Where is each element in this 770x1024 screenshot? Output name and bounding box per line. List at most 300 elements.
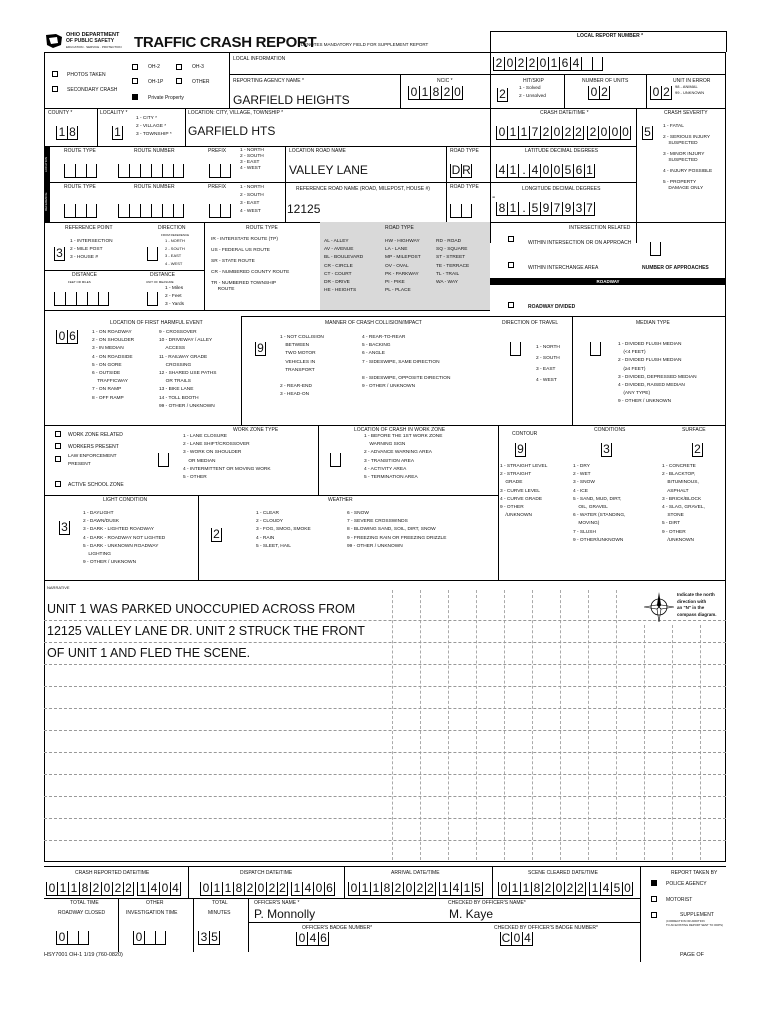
locality-digit: 1 [112,126,123,140]
checked-officer-name[interactable]: M. Kaye [449,907,494,921]
digit-box: 2 [573,126,584,140]
digit-box: 3 [198,931,209,945]
surface-value[interactable] [692,443,703,457]
digit-box: 1 [68,882,79,896]
dispatch-time[interactable] [291,882,335,896]
digit-box: 0 [46,882,57,896]
hit-skip-options: 1 - Solved 2 - Unsolved [519,86,546,100]
digit-box: 1 [461,882,472,896]
travel-label: DIRECTION OF TRAVEL [502,320,559,326]
roadway-bar [490,278,726,285]
within-interchange-label: WITHIN INTERCHANGE AREA [528,265,599,271]
longitude-sign: - [492,192,496,203]
digit-box: 0 [498,882,509,896]
digit-box: 0 [551,164,562,178]
digit-box: 4 [496,164,507,178]
crash-time[interactable] [587,126,631,140]
wz-location-input[interactable] [330,453,341,467]
oh3-label: OH-3 [192,64,204,70]
hit-skip-value[interactable] [497,88,508,102]
prefix-options: 1 - NORTH 2 - SOUTH 3 - EAST 4 - WEST [240,148,264,171]
digit-box: 0 [551,126,562,140]
photos-label: PHOTOS TAKEN [67,72,106,78]
digit-box: 4 [600,882,611,896]
narrative-line-3[interactable]: OF UNIT 1 AND FLED THE SCENE. [47,646,251,660]
travel-input[interactable] [510,342,521,356]
digit-box: 0 [537,57,548,71]
digit-box: 2 [587,126,598,140]
digit-box: 2 [123,882,134,896]
route-number-input[interactable] [118,164,184,178]
digit-box: 8 [430,86,441,100]
wz-location-options: 1 - BEFORE THE 1ST WORK ZONE WARNING SIGN 2 - ADVANCE WARNING AREA 3 - TRANSITION AREA 4 - ACTIVITY AREA 5 - TERMINATION AREA [364,434,443,481]
digit-box: 2 [90,882,101,896]
roadway-divided-label: ROADWAY DIVIDED [528,304,576,310]
digit-box: 1 [137,882,148,896]
supplement-sub: (CORRECTION OR ADDITION TO AN EXISTING REPORT SENT TO ODPS) [666,919,723,927]
digit-box: 1 [291,882,302,896]
median-label: MEDIAN TYPE [636,320,670,326]
distance-input[interactable] [54,292,109,306]
total-label: TOTAL [212,900,228,906]
weather-label: WEATHER [328,497,353,503]
ref-point-label: REFERENCE POINT [65,225,113,231]
arrival-date[interactable] [348,882,436,896]
digit-box: 2 [266,882,277,896]
intersection-related-label: INTERSECTION RELATED [569,225,631,231]
page-indicator: PAGE OF [680,952,705,958]
digit-box: 8 [496,202,507,216]
digit-box: 6 [67,330,78,344]
local-report-label: LOCAL REPORT NUMBER * [577,33,644,39]
road-type-col2: HW - HIGHWAY LA - LANE MP - MILEPOST OV - OVAL PK - PARKWAY PI - PIKE PL - PLACE [385,239,421,294]
arrival-label: ARRIVAL DATE/TIME [391,870,440,876]
roadway-closed-label: ROADWAY CLOSED [58,910,106,916]
digit-box: 4 [522,932,533,946]
distance2-sub: UNIT OF MEASURE [146,280,174,284]
ref-route-number-input[interactable] [118,204,184,218]
digit-box: 3 [573,202,584,216]
digit-box: 0 [598,126,609,140]
ref-point-value[interactable] [54,247,65,261]
digit-box: 2 [540,126,551,140]
conditions-value[interactable] [601,443,612,457]
digit-box: 1 [548,57,559,71]
logo-line-3: EDUCATION · SERVICE · PROTECTION [66,45,122,49]
hit-skip-label: HIT/SKIP [523,78,544,84]
digit-box: . [518,164,529,178]
number-of-units[interactable] [588,86,610,100]
road-name[interactable]: VALLEY LANE [289,163,368,177]
digit-box: 1 [370,882,381,896]
officer-name-label: OFFICER'S NAME * [254,900,300,906]
weather-col1: 1 - CLEAR 2 - CLOUDY 3 - FOG, SMOG, SMOKE 4 - RAIN 5 - SLEET, HAIL [256,511,311,549]
digit-box: . [518,202,529,216]
digit-box: 0 [296,932,307,946]
oh1p-label: OH-1P [148,79,164,85]
digit-box: 7 [551,202,562,216]
cleared-label: SCENE CLEARED DATE/TIME [528,870,598,876]
county-code[interactable] [56,126,78,140]
locality-code[interactable] [112,126,123,140]
wz-type-label: WORK ZONE TYPE [233,427,279,433]
conditions-digit: 3 [601,443,612,457]
digit-box: 0 [403,882,414,896]
digit-box: 0 [348,882,359,896]
checked-badge-number[interactable] [500,932,533,946]
digit-box: 0 [496,126,507,140]
weather-digit: 2 [211,528,222,542]
manner-col2: 4 - REAR-TO-REAR 5 - BACKING 6 - ANGLE 7 - SIDESWIPE, SAME DIRECTION 8 - SIDESWIPE, OPPOSITE DIRECTION 9 - OTHER / UNKNOWN [362,335,451,390]
ohio-map-icon [44,33,64,49]
route-type-input[interactable] [64,164,97,178]
digit-box: 1 [56,126,67,140]
intersection-input[interactable] [650,242,661,256]
law-enforcement-label: LAW ENFORCEMENT PRESENT [68,454,117,468]
ref-prefix-label: PREFIX [208,184,227,190]
minutes-label: MINUTES [208,910,231,916]
distance-sub: FEET OR MILES [68,280,91,284]
dispatch-label: DISPATCH DATE/TIME [240,870,293,876]
digit-box: 6 [573,164,584,178]
severity-label: CRASH SEVERITY [664,110,708,116]
severity-digit: 5 [642,126,653,140]
wz-location-label: LOCATION OF CRASH IN WORK ZONE [354,427,446,433]
first-harmful-col2: 9 - CROSSOVER 10 - DRIVEWAY / ALLEY ACCESS 11 - RAILWAY GRADE CROSSING 12 - SHARED USE PATHS OR TRAILS 13 - BIKE LANE 14 - TOLL BOOTH 99 - OTHER / UNKNOWN [159,330,217,409]
digit-box: 0 [588,86,599,100]
digit-box: 4 [148,882,159,896]
digit-box: 0 [553,882,564,896]
surface-label: SURFACE [682,427,706,433]
officer-name[interactable]: P. Monnolly [254,907,316,921]
investigation-digit: 0 [133,931,144,945]
within-intersection-checkbox[interactable] [508,236,514,242]
total-time-label: TOTAL TIME [70,900,99,906]
weather-value[interactable] [211,528,222,542]
digit-box: 1 [211,882,222,896]
digit-box: 2 [599,86,610,100]
motorist-label: MOTORIST [666,897,693,903]
reported-date[interactable] [46,882,134,896]
digit-box: 9 [562,202,573,216]
route-type-label-2: ROUTE TYPE [246,225,278,231]
digit-box: 0 [159,882,170,896]
distance-options: 1 - Miles 2 - Feet 3 - Yards [165,286,185,308]
checked-badge-label: CHECKED BY OFFICER'S BADGE NUMBER* [494,925,598,931]
route-type-options: IR - INTERSTATE ROUTE (TP) US - FEDERAL US ROUTE SR - STATE ROUTE CR - NUMBERED COUNTY ROUTE TR - NUMBERED TOWNSHIP ROUTE [211,237,290,292]
digit-box: 1 [518,126,529,140]
digit-box: 1 [589,882,600,896]
work-zone-checkbox[interactable] [55,431,61,437]
digit-box: 0 [650,86,661,100]
manner-label: MANNER OF CRASH COLLISION/IMPACT [325,320,422,326]
badge-number[interactable] [296,932,329,946]
digit-box: 6 [324,882,335,896]
location-name[interactable]: GARFIELD HTS [188,124,276,138]
ncic-label: NCIC * [437,78,453,84]
digit-box: 6 [318,932,329,946]
digit-box: 4 [302,882,313,896]
digit-box: 2 [575,882,586,896]
private-property-checkbox[interactable] [132,94,138,100]
investigation-time-input[interactable] [133,931,166,945]
side-label-location: LOCATION [44,146,50,182]
ref-road-label: REFERENCE ROAD NAME (ROAD, MILEPOST, HOUSE #) [296,186,430,192]
ref-road-name[interactable]: 12125 [287,202,321,216]
motorist-checkbox[interactable] [651,896,657,902]
law-enforcement-checkbox[interactable] [55,456,61,462]
digit-box: 8 [67,126,78,140]
narrative-line-1[interactable]: UNIT 1 WAS PARKED UNOCCUPIED ACROSS FROM [47,602,356,616]
cleared-time[interactable] [589,882,633,896]
unit-in-error[interactable] [650,86,672,100]
digit-box: 9 [540,202,551,216]
distance-label: DISTANCE [72,272,97,278]
digit-box: 1 [507,202,518,216]
ref-road-type-label: ROAD TYPE [450,184,479,190]
workers-label: WORKERS PRESENT [68,444,119,450]
first-harmful-label: LOCATION OF FIRST HARMFUL EVENT [110,320,203,326]
digit-box: 2 [493,57,504,71]
digit-box: R [462,163,471,177]
light-label: LIGHT CONDITION [103,497,148,503]
light-digit: 3 [59,521,70,535]
road-type-col1: AL - ALLEY AV - AVENUE BL - BOULEVARD CR - CIRCLE CT - COURT DR - DRIVE HE - HEIGHTS [324,239,364,294]
digit-box: 0 [313,882,324,896]
weather-col2: 6 - SNOW 7 - SEVERE CROSSWINDS 8 - BLOWING SAND, SOIL, DIRT, SNOW 9 - FREEZING RAIN OR FREEZING DRIZZLE 99 - OTHER / UNKNOWN [347,511,447,549]
total-minutes-input[interactable] [198,931,220,945]
digit-box: 2 [112,882,123,896]
unit-error-options: 98 - ANIMAL 99 - UNKNOWN [675,84,705,95]
digit-box: 2 [441,86,452,100]
digit-box: 2 [392,882,403,896]
digit-box: 4 [529,164,540,178]
digit-box: 8 [381,882,392,896]
digit-box: 8 [233,882,244,896]
ref-point-options: 1 - INTERSECTION 2 - MILE POST 3 - HOUSE # [70,239,113,261]
longitude-label: LONGITUDE DECIMAL DEGREES [522,186,601,192]
wz-type-options: 1 - LANE CLOSURE 2 - LANE SHIFT/CROSSOVER 3 - WORK ON SHOULDER OR MEDIAN 4 - INTERMITTENT OR MOVING WORK 5 - OTHER [183,434,271,481]
digit-box: 0 [609,126,620,140]
latitude-value[interactable] [496,164,595,178]
contour-label: CONTOUR [512,431,538,437]
within-interchange-checkbox[interactable] [508,262,514,268]
manner-col1: 1 - NOT COLLISION BETWEEN TWO MOTOR VEHICLES IN TRANSPORT 2 - REAR-END 3 - HEAD-ON [280,335,324,398]
travel-options: 1 - NORTH 2 - SOUTH 3 - EAST 4 - WEST [536,345,560,383]
photos-checkbox[interactable] [52,71,58,77]
direction-options: 1 - NORTH 2 - SOUTH 3 - EAST 4 - WEST [165,238,185,266]
other-label: OTHER [192,79,210,85]
median-input[interactable] [590,342,601,356]
ref-route-type-label: ROUTE TYPE [64,184,96,190]
digit-box: 7 [529,126,540,140]
digit-box: 2 [414,882,425,896]
mandatory-note: *DENOTES MANDATORY FIELD FOR SUPPLEMENT REPORT [299,42,429,47]
crash-severity[interactable] [642,126,653,140]
light-value[interactable] [59,521,70,535]
location-label: LOCATION: CITY, VILLAGE, TOWNSHIP * [188,110,284,116]
distance-unit-input[interactable] [147,292,158,306]
reported-label: CRASH REPORTED DATE/TIME [75,870,150,876]
road-type-value[interactable] [450,164,472,178]
digit-box: 4 [570,57,581,71]
ohio-dps-logo [44,32,132,50]
secondary-crash-label: SECONDARY CRASH [67,87,118,93]
route-number-label: ROUTE NUMBER [134,148,175,154]
first-harmful-value[interactable] [56,330,78,344]
roadway-divided-checkbox[interactable] [508,302,514,308]
digit-box: 1 [509,882,520,896]
report-taken-label: REPORT TAKEN BY [671,870,718,876]
county-label: COUNTY * [48,110,73,116]
supplement-label: SUPPLEMENT [680,912,714,918]
road-type-col3: RD - ROAD SQ - SQUARE ST - STREET TE - TERRACE TL - TRAIL WA - WAY [436,239,470,286]
digit-box: C [501,931,511,945]
dispatch-date[interactable] [200,882,288,896]
digit-box: 2 [425,882,436,896]
digit-box: 5 [472,882,483,896]
digit-box: 0 [622,882,633,896]
light-options: 1 - DAYLIGHT 2 - DAWN/DUSK 3 - DARK - LIGHTED ROADWAY 4 - DARK - ROADWAY NOT LIGHTED 5 - DARK - UNKNOWN ROADWAY LIGHTING 9 - OTHER / UNKNOWN [83,511,166,566]
crash-date[interactable] [496,126,584,140]
digit-box: 1 [439,882,450,896]
oh3-checkbox[interactable] [176,64,182,70]
cleared-date[interactable] [498,882,586,896]
direction-sub: FROM REFERENCE [161,233,190,237]
crash-datetime-label: CRASH DATE/TIME * [540,110,589,116]
digit-box: 0 [504,57,515,71]
compass-icon [644,592,674,622]
ncic-number[interactable] [408,86,463,100]
agency-name-label: REPORTING AGENCY NAME * [233,78,304,84]
workers-checkbox[interactable] [55,443,61,449]
digit-box: 1 [520,882,531,896]
digit-box: D [451,163,461,177]
surface-digit: 2 [692,443,703,457]
police-agency-label: POLICE AGENCY [666,881,707,887]
digit-box: 2 [562,126,573,140]
prefix-label: PREFIX [208,148,227,154]
digit-box: 0 [255,882,266,896]
work-zone-label: WORK ZONE RELATED [68,432,123,438]
school-zone-checkbox[interactable] [55,481,61,487]
locality-label: LOCALITY * [100,110,128,116]
digit-box: 1 [507,164,518,178]
local-report-number[interactable] [493,57,603,71]
digit-box: 2 [564,882,575,896]
digit-box: 4 [307,932,318,946]
digit-box: 7 [584,202,595,216]
ref-prefix-options: 1 - NORTH 2 - SOUTH 3 - EAST 4 - WEST [240,185,264,214]
digit-box: 1 [584,164,595,178]
digit-box [581,57,592,71]
reported-time[interactable] [137,882,181,896]
digit-box: 0 [511,932,522,946]
oh2-checkbox[interactable] [132,64,138,70]
ref-point-digit: 3 [54,247,65,261]
digit-box: 1 [57,882,68,896]
logo-line-1: OHIO DEPARTMENT [66,32,120,38]
direction-label: DIRECTION [158,225,186,231]
school-zone-label: ACTIVE SCHOOL ZONE [68,482,124,488]
longitude-value[interactable] [496,202,595,216]
digit-box: 2 [661,86,672,100]
ref-route-type-input[interactable] [64,204,97,218]
route-type-label: ROUTE TYPE [64,148,96,154]
prefix-input[interactable] [209,164,231,178]
num-approaches-label: NUMBER OF APPROACHES [642,265,709,271]
digit-box: 0 [200,882,211,896]
contour-options: 1 - STRAIGHT LEVEL 2 - STRAIGHT GRADE 3 - CURVE LEVEL 4 - CURVE GRADE 9 - OTHER /UNKNOWN [500,464,548,519]
within-intersection-label: WITHIN INTERSECTION OR ON APPROACH [528,240,632,246]
digit-box: 0 [452,86,463,100]
digit-box: 8 [531,882,542,896]
ref-road-type-input[interactable] [450,204,472,218]
digit-box: 2 [515,57,526,71]
oh1p-checkbox[interactable] [132,78,138,84]
contour-value[interactable] [515,443,526,457]
local-info-label: LOCAL INFORMATION [233,56,286,62]
units-label: NUMBER OF UNITS [582,78,629,84]
checked-name-label: CHECKED BY OFFICER'S NAME* [448,900,526,906]
unit-error-label: UNIT IN ERROR [673,78,711,84]
median-options: 1 - DIVIDED FLUSH MEDIAN (<4 FEET) 2 - DIVIDED FLUSH MEDIAN (≥4 FEET) 3 - DIVIDED, DEPRESSED MEDIAN 4 - DIVIDED, RAISED MEDIAN (ANY TYPE) 9 - OTHER / UNKNOWN [618,342,697,405]
road-type-label: ROAD TYPE [450,148,479,154]
narrative-line-2[interactable]: 12125 VALLEY LANE DR. UNIT 2 STRUCK THE FRONT [47,624,365,638]
digit-box: 0 [408,86,419,100]
agency-name[interactable]: GARFIELD HEIGHTS [233,93,350,107]
direction-input[interactable] [147,247,158,261]
logo-line-2: OF PUBLIC SAFETY [66,38,115,44]
conditions-label: CONDITIONS [594,427,626,433]
roadway-closed-digit: 0 [56,931,67,945]
secondary-crash-checkbox[interactable] [52,86,58,92]
side-label-reference: REFERENCE [44,182,50,222]
roadway-closed-input[interactable] [56,931,89,945]
digit-box: 0 [101,882,112,896]
surface-options: 1 - CONCRETE 2 - BLACKTOP, BITUMINOUS, ASPHALT 3 - BRICK/BLOCK 4 - SLAG, GRAVEL, STONE 5 - DIRT 9 - OTHER /UNKNOWN [662,464,705,543]
digit-box: 1 [419,86,430,100]
locality-options: 1 - CITY * 2 - VILLAGE * 3 - TOWNSHIP * [136,116,172,138]
digit-box: 5 [611,882,622,896]
ref-prefix-input[interactable] [209,204,231,218]
digit-box: 0 [56,330,67,344]
severity-options: 1 - FATAL 2 - SERIOUS INJURY SUSPECTED 3 - MINOR INJURY SUSPECTED 4 - INJURY POSSIBLE 5 - PROPERTY DAMAGE ONLY [663,124,713,191]
manner-value[interactable] [255,342,266,356]
manner-digit: 9 [255,342,266,356]
private-property-label: Private Property [148,95,184,101]
digit-box: 0 [540,164,551,178]
digit-box: 5 [562,164,573,178]
first-harmful-col1: 1 - ON ROADWAY 2 - ON SHOULDER 3 - IN MEDIAN 4 - ON ROADSIDE 5 - ON GORE 6 - OUTSIDE TRAFFICWAY 7 - ON RAMP 8 - OFF RAMP [92,330,135,401]
road-type-label-2: ROAD TYPE [385,225,414,231]
arrival-time[interactable] [439,882,483,896]
ref-route-number-label: ROUTE NUMBER [134,184,175,190]
digit-box: 2 [526,57,537,71]
form-title: TRAFFIC CRASH REPORT [134,34,317,51]
digit-box [592,57,603,71]
digit-box: 1 [359,882,370,896]
digit-box: 2 [542,882,553,896]
latitude-label: LATITUDE DECIMAL DEGREES [525,148,599,154]
digit-box: 4 [450,882,461,896]
wz-type-input[interactable] [158,453,169,467]
police-agency-checkbox[interactable] [651,880,657,886]
other-checkbox[interactable] [176,78,182,84]
other-time-label: OTHER [146,900,164,906]
supplement-checkbox[interactable] [651,912,657,918]
digit-box: 5 [529,202,540,216]
